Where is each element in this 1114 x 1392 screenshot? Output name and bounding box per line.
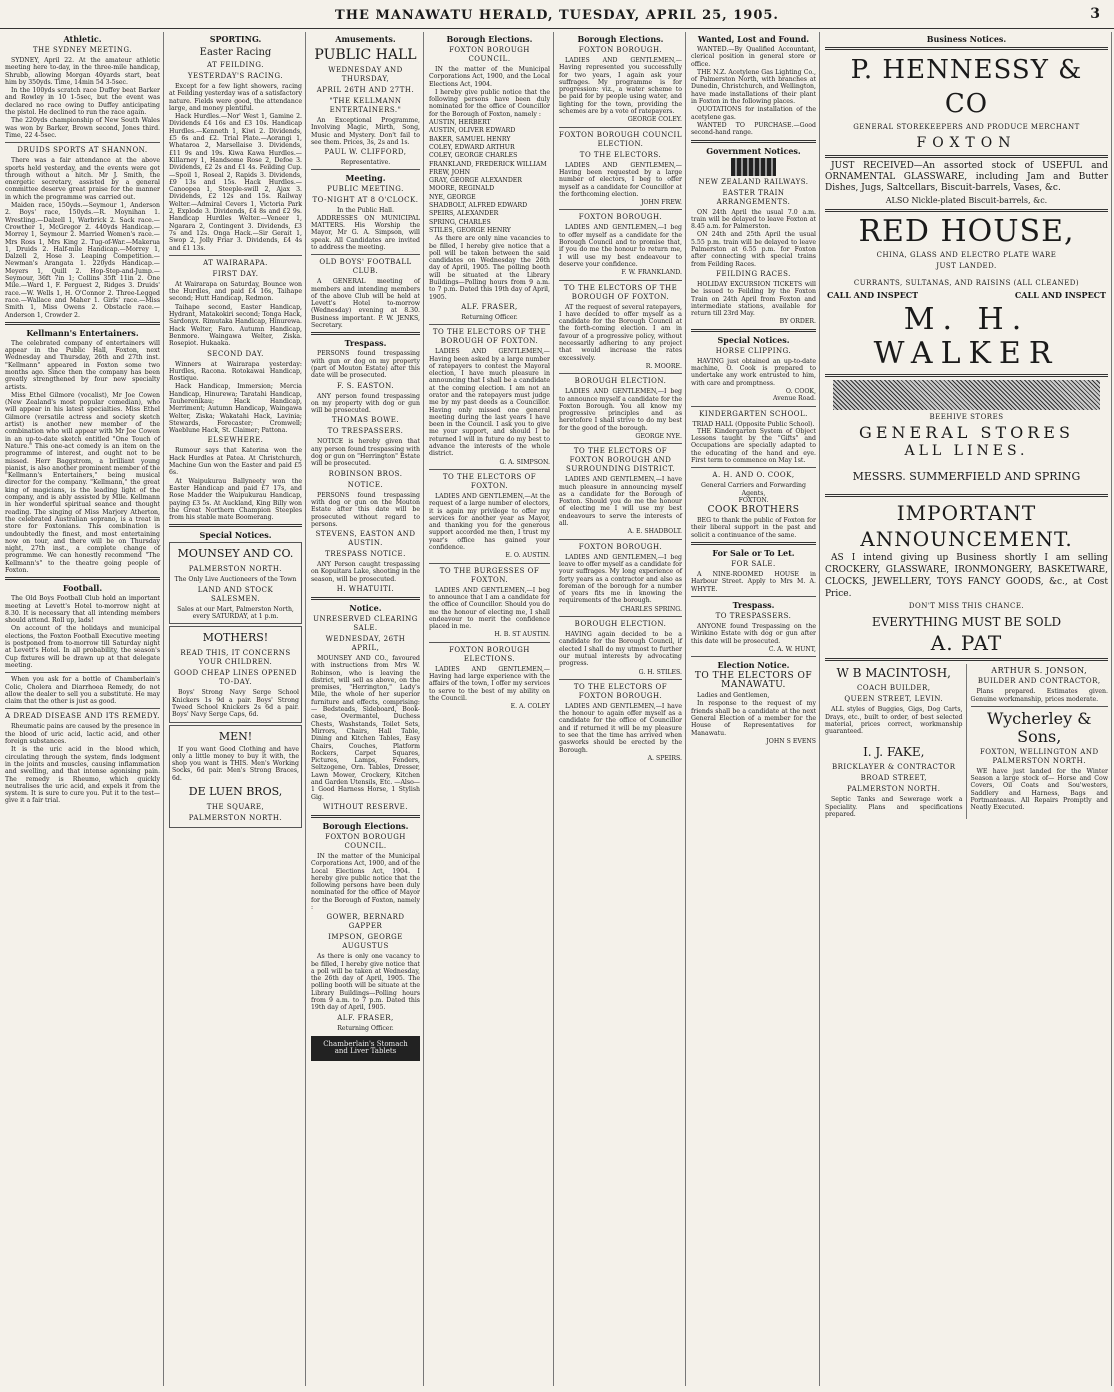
section-heading: Borough Elections.: [446, 34, 533, 44]
advert-jonson: ARTHUR S. JONSON, BUILDER AND CONTRACTOR, Plans prepared. Estimates given. Genuine workmanship, prices moderate. Wycherley & Sons, FOXTON, WELLINGTON AND PALMERSTON NORTH. WE have just landed for the Winter Season a large stock of— Horse and Cow Covers, Oil Coats and Sou'westers, Saddlery and Harness, Bags and Portmanteaus. All Repairs Promptly and Neatly Executed.: [970, 666, 1108, 812]
section-heading: Wanted, Lost and Found.: [697, 34, 810, 44]
article-text: Except for a few light showers, racing at Feilding yesterday was of a satisfactory nature. Fields were good, the attendance large, and money plentiful.: [169, 83, 302, 112]
section-heading: Trespass.: [344, 338, 387, 349]
beehive-illustration: [833, 380, 1100, 410]
section-heading: Borough Elections.: [577, 34, 664, 44]
article-text: SYDNEY, April 22. At the amateur athletic meeting here to-day, in the three-mile handicap, Shrubb, allowing Morgan 40yards start, beat him by 350yds. Time, 14min 54 3-5sec.: [5, 57, 160, 86]
article-heading: DRUIDS SPORTS AT SHANNON.: [17, 146, 148, 155]
article-heading: THE SYDNEY MEETING.: [32, 46, 133, 54]
advert-public-hall: PUBLIC HALL: [314, 47, 417, 63]
nominee-name: SPEIRS, ALEXANDER: [429, 210, 499, 218]
article-heading: AT FEILDING.: [206, 61, 265, 69]
article-text: Rumour says that Katerina won the Hack Hurdles at Patea. At Christchurch, Machine Gun won the Easter and paid £5 6s.: [169, 447, 302, 477]
filler-text: Maiden race, 150yds.—Seymour 1, Anderson 2. Boys' race, 150yds.—R. Moynihan 1. Wrestling.—Dalzell 1, Warbrick 2. Sack race.—Crowther 1, McGregor 2. 440yds Handicap.—Morrey 1, Seymour 2. Married Women's race.—Mrs Ross 1, Mrs King 2. Tug-of-War.—Makerua 1, Druids 2. Half-mile Handicap.—Morrey 1, Dalzell 2, Hose 3. Leaping Competition.—Newman's Arangata 1. 220yds Handicap.—Meyers 1, Quill 2. Hop-Step-and-Jump.—Seymour, 36ft 7in 1; Collins 35ft 11in 2. One Mile.—Ward 1, F. Ferguest 2, Ridges 3. Druids' race.—W. Wells 1, H. O'Connor 2. Three-Legged race.—Wallace and Maher 1. Girls' race.—Miss Smith 1, Miss Owens 2. Obstacle race.—Anderson 1, Crowder 2.: [5, 202, 160, 319]
article-heading: Easter Racing: [199, 47, 272, 58]
advert-men: MEN! If you want Good Clothing and have only a little money to buy it with, the shop you want is THIS. Men's Working Socks, 6d pair. Men's Strong Braces, 6d. DE LUEN BROS, THE SQUARE, PALMERSTON NORTH.: [169, 725, 302, 828]
nominee-name: AUSTIN, HERBERT: [429, 119, 491, 127]
article-text: The Old Boys Football Club hold an important meeting at Levett's Hotel to-morrow night at 8.30. It is necessary that all intending members should attend. Roll up, lads!: [5, 595, 160, 625]
section-heading: Borough Elections.: [322, 820, 409, 831]
filler-text: When you ask for a bottle of Chamberlain's Colic, Cholera and Diarrhoea Remedy, do not allow the dealer to sell you a substitute. He may claim that the other is just as good.: [5, 676, 160, 706]
nominee-name: STILES, GEORGE HENRY: [429, 226, 511, 234]
nominee-list: [429, 119, 550, 234]
nominee-name: NYE, GEORGE: [429, 193, 476, 201]
column-5: Borough Elections. FOXTON BOROUGH. LADIES AND GENTLEMEN,—Having represented you successfully for two years, I again ask your suffrages. My programme is for progression: viz., a water scheme to be paid for by people using water, and lighting for the town, providing the schemes are by a vote of ratepayers. GEORGE COLEY. FOXTON BOROUGH COUNCIL ELECTION. TO THE ELECTORS. LADIES AND GENTLEMEN,—Having been requested by a large number of electors, I beg to offer myself as a candidate for Councillor at the forthcoming election. JOHN FREW. FOXTON BOROUGH. LADIES AND GENTLEMEN,—I beg to offer myself as a candidate for the Borough Council and to promise that, if you do me the honour to return me, I will use my best endeavour to deserve your confidence. F. W. FRANKLAND. TO THE ELECTORS OF THE BOROUGH OF FOXTON. AT the request of several ratepayers, I have decided to offer myself as a candidate for the Borough Council at the forth-coming election. I am in favour of a progressive policy, without necessarily adhering to any project that would increase the rates excessively. R. MOORE. BOROUGH ELECTION. LADIES AND GENTLEMEN,—I beg to announce myself a candidate for the Foxton Borough. You all know my progressive principles and as heretofore I shall strive to do my best for the good of the borough. GEORGE NYE. TO THE ELECTORS OF FOXTON BOROUGH AND SURROUNDING DISTRICT. LADIES AND GENTLEMEN,—I have much pleasure in announcing myself as a candidate for the Borough of Foxton. Should you do me the honour of electing me I will use my best endeavours to serve the interests of all. A. E. SHADBOLT. FOXTON BOROUGH. LADIES AND GENTLEMEN,—I beg leave to offer myself as a candidate for your suffrages. My long experience of forty years as a contractor and also as foreman of the borough for a number of years fits me in knowing the requirements of the borough. CHARLES SPRING. BOROUGH ELECTION. HAVING again decided to be a candidate for the Borough Council, if elected I shall do my utmost to further our mutual interests by advocating progress. G. H. STILES. TO THE ELECTORS OF FOXTON BOROUGH. LADIES AND GENTLEMEN,—I have the honour to again offer myself as a candidate for the office of Councillor and if returned it will be my pleasure to see that the time has arrived when gasworks should be erected by the Borough. A. SPEIRS.: [556, 32, 686, 1386]
filler-text: Miss Ethel Gilmore (vocalist), Mr Joe Cowen (New Zealand's most popular comedian), who will appear in his latest specialties. Miss Ethel Gilmore (versatile actress and society sketch artist) is another new member of the combination who will appear with Mr Joe Cowen in an up-to-date sketch entitled "One Touch of Nature." This one-act comedy is an item on the programme of interest, and ought not to be missed. Herr Baggstrom, a brilliant young pianist, is also another prominent member of the "Kellmann's Entertainers," being musical director for the company. "Kellmann," the great king of magicians, is the leading light of the company, and is ably assisted by Mlle. Kellmann in her wonderful spiritual seance and thought reading. The singing of Miss Marjory Atherton, the celebrated Australian soprano, is a treat in store for Foxtonians. This combination is undoubtedly the finest, and most entertaining now on tour, and there will be on Thursday night, 27th inst., a complete change of programme. We can honestly recommend "The Kellmann's" to the theatre going people of Foxton.: [5, 391, 160, 574]
filler-text: Hack Hurdles.—Nor' West 1, Gamine 2. Dividends £4 16s and £3 10s. Handicap Hurdles.—Kenneth 1, Kiwi 2. Dividends, £5 6s and £2. Trial Plate.—Aorangi 1, Whataroa 2, Marsellaise 3. Dividends, £11 9s and 19s. Kiwa Kawa Hurdles.—Killarney 1, Handsome Rose 2, Defoe 3. Dividends, £2 2s and £1 4s. Feilding Cup.—Spoil 1, Roseal 2, Rapids 3. Dividends, £9 13s and 15s. Hack Hurdles.—Canoopea 1, Steeple-swill 2, Ajax 3. Dividends, £2 12s and 15s. Railway Welter.—Admiral Cevers 1, Victoria Park 2, Explode 3. Dividends, £4 8s and £2 9s. Handicap Hurdles Welter.—Veneer 1, Ngarara 2, Contingent 3. Dividends, £3 7s and 12s. Onga Hack.—Sir Gerait 1, Swop 2, Jolly Friar 3. Dividends, £4 4s and £1 13s.: [169, 113, 302, 252]
article-text: Rheumatic pains are caused by the presence in the blood of uric acid, lactic acid, and other foreign substances.: [5, 723, 160, 746]
article-heading: A DREAD DISEASE AND ITS REMEDY.: [5, 712, 160, 721]
article-heading: ELSEWHERE.: [207, 436, 264, 445]
filler-text: It is the uric acid in the blood which, circulating through the system, finds lodgment in the joints and muscles, causing inflammation and swelling, and that intense agonising pain. The remedy is Rheumo, which quickly neutralises the uric acid, and expels it from the system. It is sure to cure you. Put it to the test—give it a fair trial.: [5, 746, 160, 805]
page-number: 3: [1090, 6, 1100, 22]
section-heading: Trespass.: [732, 599, 775, 610]
nominee-name: MOORE, REGINALD: [429, 185, 495, 193]
nominee-name: GRAY, GEORGE ALEXANDER: [429, 177, 522, 185]
filler-text: Hack Handicap, Immersion; Mercia Handicap, Hinurewa; Taratahi Handicap, Tauherenikau; Hack Handicap, Merriment; Autumn Handicap, Waingawa Welter, Ziska; Wakatahi Hack, Lavinia; Stewards, Forecaster; Cromwell; Waeblune Hack, St. Claimer; Pattona.: [169, 383, 302, 435]
section-heading: Election Notice.: [717, 660, 790, 671]
nominee-name: AUSTIN, OLIVER EDWARD: [429, 127, 516, 135]
newspaper-title: THE MANAWATU HERALD, TUESDAY, APRIL 25, 1905.: [335, 8, 779, 23]
section-heading: Athletic.: [63, 34, 102, 44]
column-7: Business Notices. P. HENNESSY & CO GENERAL STOREKEEPERS AND PRODUCE MERCHANT FOXTON JUST RECEIVED—An assorted stock of USEFUL and ORNAMENTAL GLASSWARE, including Jam and Butter Dishes, Jugs, Saltcellars, Biscuit-barrels, Vases, &c. ALSO Nickle-plated Biscuit-barrels, &c. RED HOUSE, CHINA, GLASS AND ELECTRO PLATE WARE JUST LANDED. CURRANTS, SULTANAS, AND RAISINS (ALL CLEANED) CALL AND INSPECT CALL AND INSPECT M. H. WALKER BEEHIVE STORES GENERAL STORES ALL LINES. MESSRS. SUMMERFIELD AND SPRING IMPORTANT ANNOUNCEMENT. AS I intend giving up Business shortly I am selling CROCKERY, GLASSWARE, IRONMONGERY, BASKETWARE, CLOCKS, JEWELLERY, TOYS FANCY GOODS, &c., at Cost Price. DON'T MISS THIS CHANCE. EVERYTHING MUST BE SOLD A. PAT W B MACINTOSH, COACH BUILDER, QUEEN STREET, LEVIN. ALL styles of Buggies, Gigs, Dog Carts, Drays, etc., built to order, of best selected material, prices correct, workmanship guaranteed. I. J. FAKE, BRICKLAYER & CONTRACTOR BROAD STREET, PALMERSTON NORTH. Septic Tanks and Sewerage work a Speciality. Plans and specifications prepared. ARTHUR S. JONSON, BUILDER AND CONTRACTOR, Plans prepared. Estimates given. Genuine workmanship, prices moderate. Wycherley & Sons, FOXTON, WELLINGTON AND PALMERSTON NORTH. WE have just landed for the Winter Season a large stock of— Horse and Cow Covers, Oil Coats and Sou'westers, Saddlery and Harness, Bags and Portmanteaus. All Repairs Promptly and Neatly Executed.: [822, 32, 1112, 1386]
advert-mounsey: MOUNSEY AND CO. PALMERSTON NORTH. The Only Live Auctioneers of the Town LAND AND STOCK SALESMEN. Sales at our Mart, Palmerston North, every SATURDAY, at 1 p.m.: [169, 542, 302, 624]
article-text: In the 100yds scratch race Duffey beat Barker and Rowley in 10 1-5sec, but the event was declared no race owing to Duffey anticipating the pistol. He declined to run the race again.: [5, 87, 160, 117]
section-heading: Special Notices.: [199, 530, 272, 541]
filler-text: Taihape second, Easter Handicap, Hydrant, Matakokiri second; Tonga Hack, Sardonyx. Rimutaka Handicap, Hinurewa. Hack Welter, Faro. Autumn Handicap, Benmore. Waingawa Welter, Ziska. Rosepiot. Hukaaka.: [169, 303, 302, 348]
filler-text: On account of the holidays and municipal elections, the Foxton Football Executive meeting is postponed from to-morrow till Saturday night at Levett's Hotel. In all probability, the season's Cup fixtures will be drawn up at that delegate meeting.: [5, 625, 160, 669]
advert-red-house: RED HOUSE,: [858, 214, 1075, 249]
nominee-name: SHADBOLT, ALFRED EDWARD: [429, 202, 528, 210]
nominee-name: SPRING, CHARLES: [429, 218, 491, 226]
advert-hennessy: P. HENNESSY & CO: [850, 55, 1083, 119]
nominee-name: FRANKLAND, FREDERICK WILLIAM: [429, 160, 547, 168]
column-2: [166, 32, 306, 1386]
nominee-name: FREW, JOHN: [429, 168, 471, 176]
nominee-name: COLEY, EDWARD ARTHUR: [429, 143, 515, 151]
column-6: Wanted, Lost and Found. WANTED.—By Qualified Accountant, clerical position in general store or office. THE N.Z. Acetylene Gas Lighting Co., of Palmerston North, with branches at Dunedin, Christchurch, and Wellington, have made installations of their plant in Foxton in the following places. QUOTATIONS for installation of the acetylene gas. WANTED TO PURCHASE.—Good second-hand range. Government Notices. NEW ZEALAND RAILWAYS. EASTER TRAIN ARRANGEMENTS. ON 24th April the usual 7.0 a.m. train will be delayed to leave Foxton at 8.45 a.m. for Palmerston. ON 24th and 25th April the usual 5.55 p.m. train will be delayed to leave Palmerston at 6.55 p.m. for Foxton after connecting with special trains from Feilding Races. FEILDING RACES. HOLIDAY EXCURSION TICKETS will be issued to Feilding by the Foxton Train on 24th April from Foxton and intermediate stations, available for return till 23rd May. BY ORDER. Special Notices. HORSE CLIPPING. HAVING just obtained an up-to-date machine, O. Cook is prepared to undertake any work entrusted to him, with care and promptness. O. COOK, Avenue Road. KINDERGARTEN SCHOOL. TRIAD HALL (Opposite Public School). THE Kindergarten System of Object Lessons taught by the "Gifts" and Occupations are specially adapted to the educating of the hand and eye. First term to commence on May 1st. A. H. AND O. COOK, General Carriers and Forwarding Agents, FOXTON. COOK BROTHERS BEG to thank the public of Foxton for their liberal support in the past and solicit a continuance of the same. For Sale or To Let. FOR SALE. A NINE-ROOMED HOUSE in Harbour Street. Apply to Mrs M. A. WHYTE. Trespass. TO TRESPASSERS. ANYONE found Trespassing on the Wirikino Estate with dog or gun after this date will be prosecuted. C. A. W. HUNT, Election Notice. TO THE ELECTORS OF MANAWATU. Ladies and Gentlemen, In response to the request of my friends shall be a candidate at the next General Election of a member for the House of Representatives for Manawatu. JOHN S EVENS: [688, 32, 820, 1386]
section-heading: Meeting.: [345, 173, 386, 184]
advert-mothers: MOTHERS! READ THIS, IT CONCERNS YOUR CHILDREN. GOOD CHEAP LINES OPENED TO-DAY. Boys' Strong Navy Serge School Knickers 1s 9d a pair. Boys' Strong Tweed School Knickers 2s 6d a pair. Boys' Navy Serge Caps, 6d.: [169, 626, 302, 722]
section-heading: Notice.: [349, 602, 382, 613]
advert-chamberlain: Chamberlain's Stomach and Liver Tablets: [311, 1036, 420, 1061]
section-heading: Business Notices.: [926, 34, 1007, 44]
section-heading: SPORTING.: [209, 34, 262, 44]
filler-text: At Waipukurau Ballyneety won the Easter Handicap and paid £7 17s, and Rose Madder the Waipukurau Handicap, paying £3 5s. At Auckland, King Billy won the Great Northern Champion Steeples from his stable mate Boomerang.: [169, 477, 302, 522]
article-heading: FIRST DAY.: [212, 269, 259, 278]
masthead: [0, 0, 1114, 29]
article-text: Winners at Wairarapa yesterday: Hurdles, Racona. Rotokawai Handicap, Rostique.: [169, 360, 302, 383]
column-1: [2, 32, 164, 1386]
advert-walker: M. H. WALKER: [873, 302, 1060, 372]
section-heading: Football.: [62, 583, 103, 594]
advert-macintosh: W B MACINTOSH, COACH BUILDER, QUEEN STREET, LEVIN. ALL styles of Buggies, Gigs, Dog Carts, Drays, etc., built to order, of best selected material, prices correct, workmanship guaranteed. I. J. FAKE, BRICKLAYER & CONTRACTOR BROAD STREET, PALMERSTON NORTH. Septic Tanks and Sewerage work a Speciality. Plans and specifications prepared.: [825, 664, 967, 819]
filler-text: The 220yds championship of New South Wales was won by Barker, Brown second, Jones third. Time, 22 4-5sec.: [5, 117, 160, 139]
article-text: At Wairarapa on Saturday, Bounce won the Hurdles, and paid £4 16s, Taihape second; Hutt Handicap, Redmon.: [169, 280, 302, 303]
article-heading: AT WAIRARAPA.: [203, 258, 268, 267]
section-heading: Kellmann's Entertainers.: [26, 327, 139, 338]
train-illustration: [731, 158, 776, 176]
section-heading: Special Notices.: [717, 334, 790, 345]
article-text: The celebrated company of entertainers will appear in the Public Hall, Foxton, next Wednesday and Thursday, 26th and 27th inst. "Kellmann" appeared in Foxton some two months ago. Since then the company has been greatly strengthened by four new specialty artists.: [5, 339, 160, 391]
section-heading: Amusements.: [335, 34, 396, 44]
column-4: Borough Elections. FOXTON BOROUGH COUNCIL. IN the matter of the Municipal Corporations Act, 1900, and the Local Elections Act, 1904. I hereby give public notice that the following persons have been duly nominated for the office of Councillor for the Borough of Foxton, namely : AUSTIN, HERBERT AUSTIN, OLIVER EDWARD BAKER, SAMUEL HENRY COLEY, EDWARD ARTHUR COLEY, GEORGE CHARLES FRANKLAND, FREDERICK WILLIAM FREW, JOHN GRAY, GEORGE ALEXANDER MOORE, REGINALD NYE, GEORGE SHADBOLT, ALFRED EDWARD SPEIRS, ALEXANDER SPRING, CHARLES STILES, GEORGE HENRY As there are only nine vacancies to be filled, I hereby give notice that a poll will be taken between the said candidates on Wednesday the 26th day of April, 1905. The polling booth will be situated at the Library Buildings—Polling hours from 9 a.m. to 7 p.m. Dated this 19th day of April, 1905. ALF. FRASER, Returning Officer. TO THE ELECTORS OF THE BOROUGH OF FOXTON. LADIES AND GENTLEMEN,—Having been asked by a large number of ratepayers to contest the Mayoral election, I have much pleasure in announcing that I shall be a candidate at the coming election. I am not an orator and the ratepayers must judge me by my past deeds as a Councillor. Having only missed one general meeting during the last years I have been in the Council. I ask you to give me your support, and should I be returned I will in future do my best to advance the interests of the whole district. G. A. SIMPSON. TO THE ELECTORS OF FOXTON. LADIES AND GENTLEMEN,—At the request of a large number of electors, it is again my privilege to offer my services for another year as Mayor, and thanking you for the generous support accorded me then, I trust my year's office has gained your confidence. E. O. AUSTIN. TO THE BURGESSES OF FOXTON. LADIES AND GENTLEMEN,—I beg to announce that I am a candidate for the office of Councillor. Should you do me the honour of electing me, I shall endeavour to merit the confidence placed in me. H. B. ST AUSTIN. FOXTON BOROUGH ELECTIONS. LADIES AND GENTLEMEN,—Having had large experience with the affairs of the town, I offer my services to serve to the best of my ability on the Council. E. A. COLEY: [426, 32, 554, 1386]
article-heading: SECOND DAY.: [207, 349, 264, 358]
section-heading: Government Notices.: [706, 145, 801, 156]
section-heading: For Sale or To Let.: [712, 548, 795, 559]
column-3: Amusements. PUBLIC HALL WEDNESDAY AND THURSDAY, APRIL 26TH AND 27TH. "THE KELLMANN ENTERTAINERS." An Exceptional Programme, Involving Magic, Mirth, Song, Music and Mystery. Don't fail to see them. Prices, 3s, 2s and 1s. PAUL W. CLIFFORD, Representative. Meeting. PUBLIC MEETING. TO-NIGHT AT 8 O'CLOCK. In the Public Hall. ADDRESSES ON MUNICIPAL MATTERS. His Worship the Mayor, Mr G. A. Simpson, will speak. All Candidates are invited to address the meeting. OLD BOYS' FOOTBALL CLUB. A GENERAL meeting of members and intending members of the above Club will be held at Levett's Hotel to-morrow (Wednesday) evening at 8.30. Business important. P. W. JENKS, Secretary. Trespass. PERSONS found trespassing with gun or dog on my property (part of Mouton Estate) after this date will be prosecuted. F. S. EASTON. ANY person found trespassing on my property with dog or gun will be prosecuted. THOMAS BOWE. TO TRESPASSERS. NOTICE is hereby given that any person found trespassing with dog or gun on "Herrington" Estate will be prosecuted. ROBINSON BROS. NOTICE. PERSONS found trespassing with dog or gun on the Mouton Estate after this date will be prosecuted without regard to persons. STEVENS, EASTON AND AUSTIN. TRESPASS NOTICE. ANY Person caught trespassing on Kopuitara Lake, shooting in the season, will be prosecuted. H. WHATUITI. Notice. UNRESERVED CLEARING SALE. WEDNESDAY, 26TH APRIL, MOUNSEY AND CO., favoured with instructions from Mrs W. Robinson, who is leaving the district, will sell as above, on the premises, "Herrington," Lady's Mile, the whole of her superior furniture and effects, comprising:— Bedsteads, Sideboard, Book-case, Overmantel, Duchess Chests, Washstands, Toilet Sets, Mirrors, Chairs, Hall Table, Dining and Kitchen Tables, Easy Chairs, Couches, Platform Rockers, Carpet Squares, Pictures, Lamps, Fenders, Seltzogene, Orn. Tables, Dresser, Lawn Mower, Crockery, Kitchen and Garden Utensils, Etc. —Also— 1 Good Harness Horse, 1 Stylish Gig. WITHOUT RESERVE. Borough Elections. FOXTON BOROUGH COUNCIL. IN the matter of the Municipal Corporations Act, 1900, and of the Local Elections Act, 1904. I hereby give public notice that the following persons have been duly nominated for the office of Mayor for the Borough of Foxton, namely : GOWER, BERNARD GAPPER IMPSON, GEORGE AUGUSTUS As there is only one vacancy to be filled, I hereby give notice that a poll will be taken at Wednesday, the 26th day of April, 1905. The polling booth will be situate at the Library Buildings—Polling hours from 9 a.m. to 7 p.m. Dated this 19th day of April, 1905. ALF. FRASER, Returning Officer. Chamberlain's Stomach and Liver Tablets: [308, 32, 424, 1386]
article-heading: YESTERDAY'S RACING.: [187, 72, 284, 80]
nominee-name: COLEY, GEORGE CHARLES: [429, 152, 518, 160]
nominee-name: BAKER, SAMUEL HENRY: [429, 135, 511, 143]
advert-important: IMPORTANT ANNOUNCEMENT.: [860, 501, 1073, 552]
article-text: There was a fair attendance at the above sports held yesterday, and the events were got through without a hitch. Mr J. Smith, the energetic secretary, assisted by a general committee deserve great praise for the manner in which the programme was carried out.: [5, 157, 160, 201]
